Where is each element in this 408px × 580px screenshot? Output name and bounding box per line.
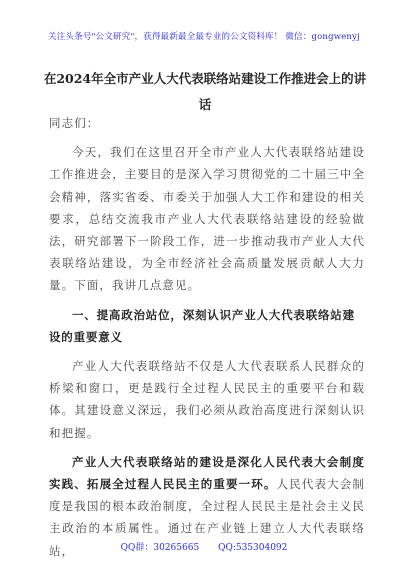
qq-group-link[interactable]: QQ群：30265665 <box>120 543 200 553</box>
paragraph-lead-sentence: 产业人大代表联络站的建设是深化人民代表大会制度实践、拓展全过程人民民主的重要一环。 <box>49 454 365 492</box>
section-heading-1: 一、提高政治站位，深刻认识产业人大代表联络站建设的重要意义 <box>49 307 355 344</box>
document-body <box>49 112 365 569</box>
qq-contact-link[interactable]: QQ:535304092 <box>218 543 288 553</box>
salutation: 同志们： <box>49 116 100 130</box>
paragraph-intro: 今天，我们在这里召开全市产业人大代表联络站建设工作推进会，主要目的是深入学习贯彻党的二十届三中全会精神，落实省委、市委关于加强人大工作和建设的相关要求，总结交流我市产业人大代表联络站建设的经验做法，研究部署下一阶段工作，进一步推动我市产业人大代表联络站建设，为全市经济社会高质量发展贡献人大力量。下面，我讲几点意见。 <box>49 145 365 293</box>
paragraph-continuation: 人民代表大会制度是我国的根本政治制度，全过程人民民主是社会主义民主政治的本质属性。通过在产业链上建立人大代表联络站， <box>49 477 365 558</box>
header-banner[interactable]: 关注头条号"公文研究"，获得最新最全最专业的公文资料库！ 微信：gongwenyj <box>48 32 360 42</box>
footer-contact-bar <box>0 540 408 553</box>
paragraph-significance: 产业人大代表联络站不仅是人大代表联系人民群众的桥梁和窗口，更是践行全过程人民民主的重要平台和载体。其建设意义深远，我们必须从政治高度进行深刻认识和把握。 <box>49 359 365 440</box>
document-title: 在2024年全市产业人大代表联络站建设工作推进会上的讲话 <box>43 71 367 112</box>
